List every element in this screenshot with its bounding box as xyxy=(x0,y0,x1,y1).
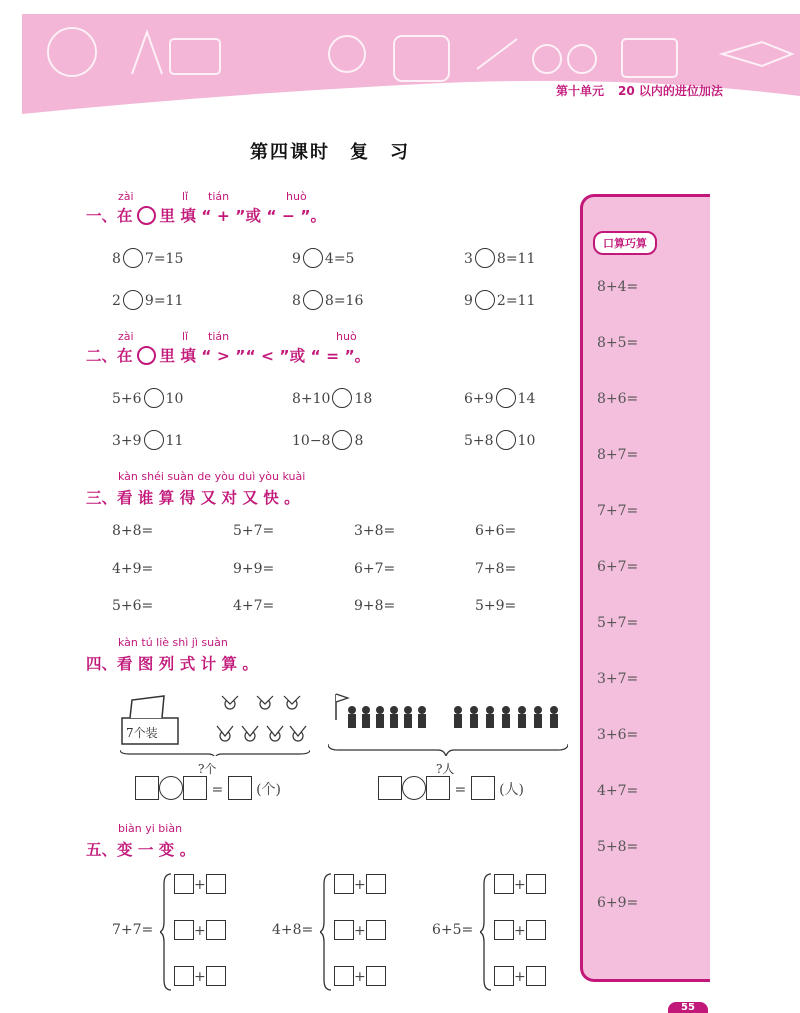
header-banner xyxy=(22,14,800,114)
section3-pinyin: kàn shéi suàn de yòu duì yòu kuài xyxy=(118,470,306,483)
answer-box[interactable] xyxy=(366,874,386,894)
s5-expr: 4+8= xyxy=(272,922,314,938)
banner-decoration xyxy=(22,14,800,114)
answer-box[interactable] xyxy=(494,874,514,894)
section2-pinyin-tian: tián xyxy=(208,330,230,343)
answer-box[interactable] xyxy=(334,874,354,894)
answer-box[interactable] xyxy=(183,776,207,800)
section2-pinyin-huo: huò xyxy=(336,330,357,343)
left-equation: = (个) xyxy=(135,776,281,800)
brace-icon xyxy=(480,872,492,992)
section2-title-suffix: 里 填 “ > ”“ < ”或 “ = ”。 xyxy=(159,347,371,365)
answer-box[interactable] xyxy=(206,874,226,894)
page-number: 55 xyxy=(668,1002,708,1013)
answer-box[interactable] xyxy=(174,920,194,940)
s2-expr: 3+9 11 xyxy=(112,430,183,450)
answer-circle[interactable] xyxy=(303,248,323,268)
answer-circle[interactable] xyxy=(123,248,143,268)
s1-expr: 9 2=11 xyxy=(464,290,535,310)
answer-box[interactable] xyxy=(526,920,546,940)
s3-expr: 5+6= xyxy=(112,598,154,614)
s3-expr: 7+8= xyxy=(475,561,517,577)
mental-math-sidebar xyxy=(580,194,710,982)
right-question: ?人 xyxy=(436,762,455,776)
unit-topic: 20 以内的进位加法 xyxy=(618,84,723,98)
section1-pinyin-tian: tián xyxy=(208,190,230,203)
answer-box[interactable] xyxy=(135,776,159,800)
s3-expr: 6+6= xyxy=(475,523,517,539)
answer-circle[interactable] xyxy=(123,290,143,310)
section3-title: 三、看 谁 算 得 又 对 又 快 。 xyxy=(86,489,300,507)
answer-circle[interactable] xyxy=(303,290,323,310)
sidebar-item: 7+7= xyxy=(597,503,639,519)
s5-group-3: + + + xyxy=(480,872,564,992)
unit-name: 第十单元 xyxy=(556,84,605,98)
s5-group-2: + + + xyxy=(320,872,404,992)
answer-circle[interactable] xyxy=(332,388,352,408)
answer-box[interactable] xyxy=(334,920,354,940)
s2-expr: 5+8 10 xyxy=(464,430,535,450)
answer-box[interactable] xyxy=(526,966,546,986)
s3-expr: 6+7= xyxy=(354,561,396,577)
s1-expr: 3 8=11 xyxy=(464,248,535,268)
circle-icon xyxy=(137,346,156,365)
sidebar-item: 6+9= xyxy=(597,895,639,911)
section1-pinyin-zai: zài xyxy=(118,190,134,203)
right-equation: = (人) xyxy=(378,776,524,800)
lesson-title: 第四课时 复 习 xyxy=(250,142,410,163)
answer-box[interactable] xyxy=(494,966,514,986)
section2-title xyxy=(86,344,370,366)
s3-expr: 9+8= xyxy=(354,598,396,614)
unit-title xyxy=(556,82,737,99)
answer-box[interactable] xyxy=(471,776,495,800)
sidebar-item: 4+7= xyxy=(597,783,639,799)
section2-pinyin-li: lǐ xyxy=(182,330,189,343)
answer-circle[interactable] xyxy=(496,388,516,408)
brace-icon xyxy=(160,872,172,992)
answer-box[interactable] xyxy=(426,776,450,800)
answer-box[interactable] xyxy=(378,776,402,800)
answer-box[interactable] xyxy=(174,874,194,894)
children-figure xyxy=(328,690,568,756)
answer-circle[interactable] xyxy=(332,430,352,450)
s3-expr: 5+9= xyxy=(475,598,517,614)
answer-circle[interactable] xyxy=(144,430,164,450)
answer-circle[interactable] xyxy=(496,430,516,450)
answer-circle[interactable] xyxy=(144,388,164,408)
s5-group-1: + + + xyxy=(160,872,244,992)
section1-pinyin-huo: huò xyxy=(286,190,307,203)
sidebar-item: 3+7= xyxy=(597,671,639,687)
sidebar-item: 5+7= xyxy=(597,615,639,631)
sidebar-item: 8+6= xyxy=(597,391,639,407)
sidebar-item: 8+4= xyxy=(597,279,639,295)
s5-expr: 7+7= xyxy=(112,922,154,938)
answer-box[interactable] xyxy=(174,966,194,986)
s5-expr: 6+5= xyxy=(432,922,474,938)
section4-title: 四、看 图 列 式 计 算 。 xyxy=(86,655,258,673)
s1-expr: 8 7=15 xyxy=(112,248,183,268)
s3-expr: 4+9= xyxy=(112,561,154,577)
answer-box[interactable] xyxy=(206,920,226,940)
answer-box[interactable] xyxy=(206,966,226,986)
circle-icon xyxy=(137,206,156,225)
s3-expr: 8+8= xyxy=(112,523,154,539)
sidebar-item: 3+6= xyxy=(597,727,639,743)
answer-box[interactable] xyxy=(334,966,354,986)
section5-pinyin: biàn yi biàn xyxy=(118,822,183,835)
s2-expr: 6+9 14 xyxy=(464,388,535,408)
answer-box[interactable] xyxy=(526,874,546,894)
sidebar-item: 8+7= xyxy=(597,447,639,463)
answer-box[interactable] xyxy=(366,920,386,940)
box-label: 7个装 xyxy=(126,726,158,740)
s1-expr: 8 8=16 xyxy=(292,290,363,310)
s2-expr: 8+10 18 xyxy=(292,388,372,408)
section1-title-prefix: 一、在 xyxy=(86,207,133,225)
s3-expr: 4+7= xyxy=(233,598,275,614)
right-unit: (人) xyxy=(499,782,525,798)
answer-box[interactable] xyxy=(366,966,386,986)
sidebar-item: 6+7= xyxy=(597,559,639,575)
answer-circle[interactable] xyxy=(475,248,495,268)
left-question: ?个 xyxy=(198,762,217,776)
section4-pinyin: kàn tú liè shì jì suàn xyxy=(118,636,228,649)
section5-title: 五、变 一 变 。 xyxy=(86,841,196,859)
s3-expr: 9+9= xyxy=(233,561,275,577)
answer-box[interactable] xyxy=(228,776,252,800)
brace-icon xyxy=(320,872,332,992)
shuttlecock-figure xyxy=(120,690,310,756)
sidebar-item: 8+5= xyxy=(597,335,639,351)
s3-expr: 5+7= xyxy=(233,523,275,539)
answer-box[interactable] xyxy=(494,920,514,940)
sidebar-item: 5+8= xyxy=(597,839,639,855)
shuttlecock-illustration xyxy=(120,690,310,756)
s2-expr: 5+6 10 xyxy=(112,388,183,408)
s2-expr: 10−8 8 xyxy=(292,430,363,450)
sidebar-badge: 口算巧算 xyxy=(593,231,657,255)
s1-expr: 2 9=11 xyxy=(112,290,183,310)
answer-circle[interactable] xyxy=(402,776,426,800)
section1-title-suffix: 里 填 “ + ”或 “ − ”。 xyxy=(159,207,327,225)
answer-circle[interactable] xyxy=(475,290,495,310)
section2-title-prefix: 二、在 xyxy=(86,347,133,365)
answer-circle[interactable] xyxy=(159,776,183,800)
s3-expr: 3+8= xyxy=(354,523,396,539)
section1-pinyin-li: lǐ xyxy=(182,190,189,203)
section1-title xyxy=(86,204,326,226)
s1-expr: 9 4=5 xyxy=(292,248,354,268)
left-unit: (个) xyxy=(256,782,282,798)
children-illustration xyxy=(328,690,568,756)
section2-pinyin-zai: zài xyxy=(118,330,134,343)
